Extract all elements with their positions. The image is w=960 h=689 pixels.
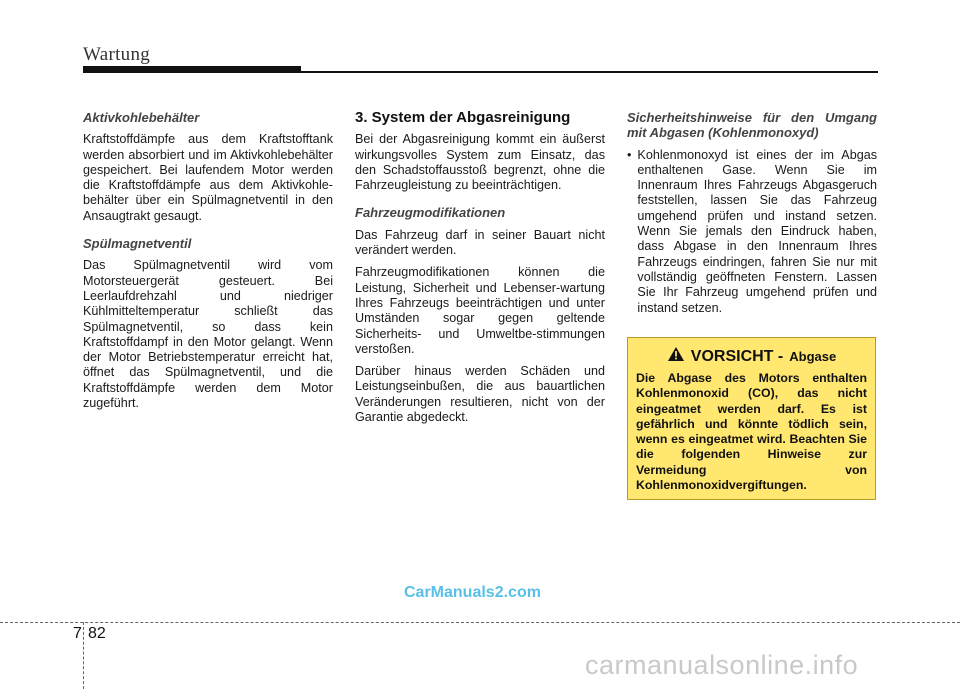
paragraph-modifikationen: Fahrzeugmodifikationen können die Leistung, Sicherheit und Lebenser-wartung Ihres Fahrzeugs beeinträchtigen und unter Umständen sogar gegen geltende Sicherheits- und Umweltbe-stimmungen verstoßen.	[355, 265, 605, 356]
bullet-item	[627, 148, 877, 316]
column-left	[83, 110, 333, 418]
paragraph-aktivkohlebehaelter: Kraftstoffdämpfe aus dem Kraftstofftank werden absorbiert und im Aktivkohlebehälter gespeichert. Bei laufendem Motor werden die Kraftstoffdämpfe aus dem Aktivkohle-behälter über ein Spülmagnetventil in den Ansaugtrakt gesaugt.	[83, 132, 333, 223]
bullet-marker: •	[627, 147, 632, 162]
column-middle	[355, 110, 605, 432]
paragraph-garantie: Darüber hinaus werden Schäden und Leistungseinbußen, die aus bauartlichen Veränderungen resultieren, nicht von der Garantie abgedeckt.	[355, 364, 605, 425]
warning-title: VORSICHT -	[690, 347, 784, 365]
warning-triangle-icon	[667, 346, 685, 367]
paragraph-spuelmagnetventil: Das Spülmagnetventil wird vom Motorsteuergerät gesteuert. Bei Leerlaufdrehzahl und niedriger Kühlmitteltemperatur schließt das Spülmagnetventil, so dass kein Kraftstoffdampf in den Motor gelangt. Wenn der Motor Betriebstemperatur erreicht hat, öffnet das Spülmagnetventil, und die Kraftstoffdämpfe werden dem Motor zugeführt.	[83, 258, 333, 411]
column-right	[627, 110, 877, 316]
page-number: 82	[88, 625, 106, 642]
warning-header	[636, 346, 867, 367]
paragraph-bauart: Das Fahrzeug darf in seiner Bauart nicht verändert werden.	[355, 227, 605, 258]
watermark-carmanualsonline[interactable]: carmanualsonline.info	[585, 650, 859, 680]
footer-rule	[0, 622, 960, 623]
header-rule	[301, 71, 878, 73]
subheading-fahrzeugmodifikationen: Fahrzeugmodifikationen	[355, 205, 506, 221]
page-header-title: Wartung	[83, 44, 151, 65]
subheading-aktivkohlebehaelter: Aktivkohlebehälter	[83, 110, 200, 125]
warning-body: Die Abgase des Motors enthalten Kohlenmonoxid (CO), das nicht eingeatmet werden darf. Es ist gefährlich und könnte tödlich sein, wenn es eingeatmet wird. Beachten Sie die folgenden Hinweise zur Vermeidung von Kohlenmonoxidvergiftungen.	[636, 371, 867, 493]
bullet-text: Kohlenmonoxyd ist eines der im Abgas enthaltenen Gase. Wenn Sie im Innenraum Ihres Fahrzeugs Abgasgeruch feststellen, lassen Sie das Fahrzeug umgehend prüfen und instand setzen. Wenn Sie jemals den Eindruck haben, dass Abgase in den Innenraum Ihres Fahrzeugs eindringen, fahren Sie nur mit vollständig geöffneten Fenstern. Lassen Sie Ihr Fahrzeug umgehend prüfen und instand setzen.	[637, 147, 877, 315]
watermark-carmanuals2[interactable]: CarManuals2.com	[404, 584, 541, 601]
subheading-spuelmagnetventil: Spülmagnetventil	[83, 236, 192, 252]
warning-box	[627, 337, 876, 500]
footer-divider-left	[83, 622, 84, 689]
paragraph-abgasreinigung: Bei der Abgasreinigung kommt ein äußerst wirkungsvolles System zum Einsatz, das den Schadstoffausstoß begrenzt, ohne die Fahrzeugleistung zu beeinträchtigen.	[355, 132, 605, 193]
header-bar-thick	[83, 66, 301, 73]
subheading-sicherheitshinweise: Sicherheitshinweise für den Umgang mit Abgasen (Kohlenmonoxyd)	[627, 110, 877, 141]
warning-subtitle: Abgase	[789, 349, 837, 364]
section-heading-abgasreinigung: 3. System der Abgasreinigung	[355, 109, 571, 126]
chapter-number: 7	[73, 625, 82, 642]
